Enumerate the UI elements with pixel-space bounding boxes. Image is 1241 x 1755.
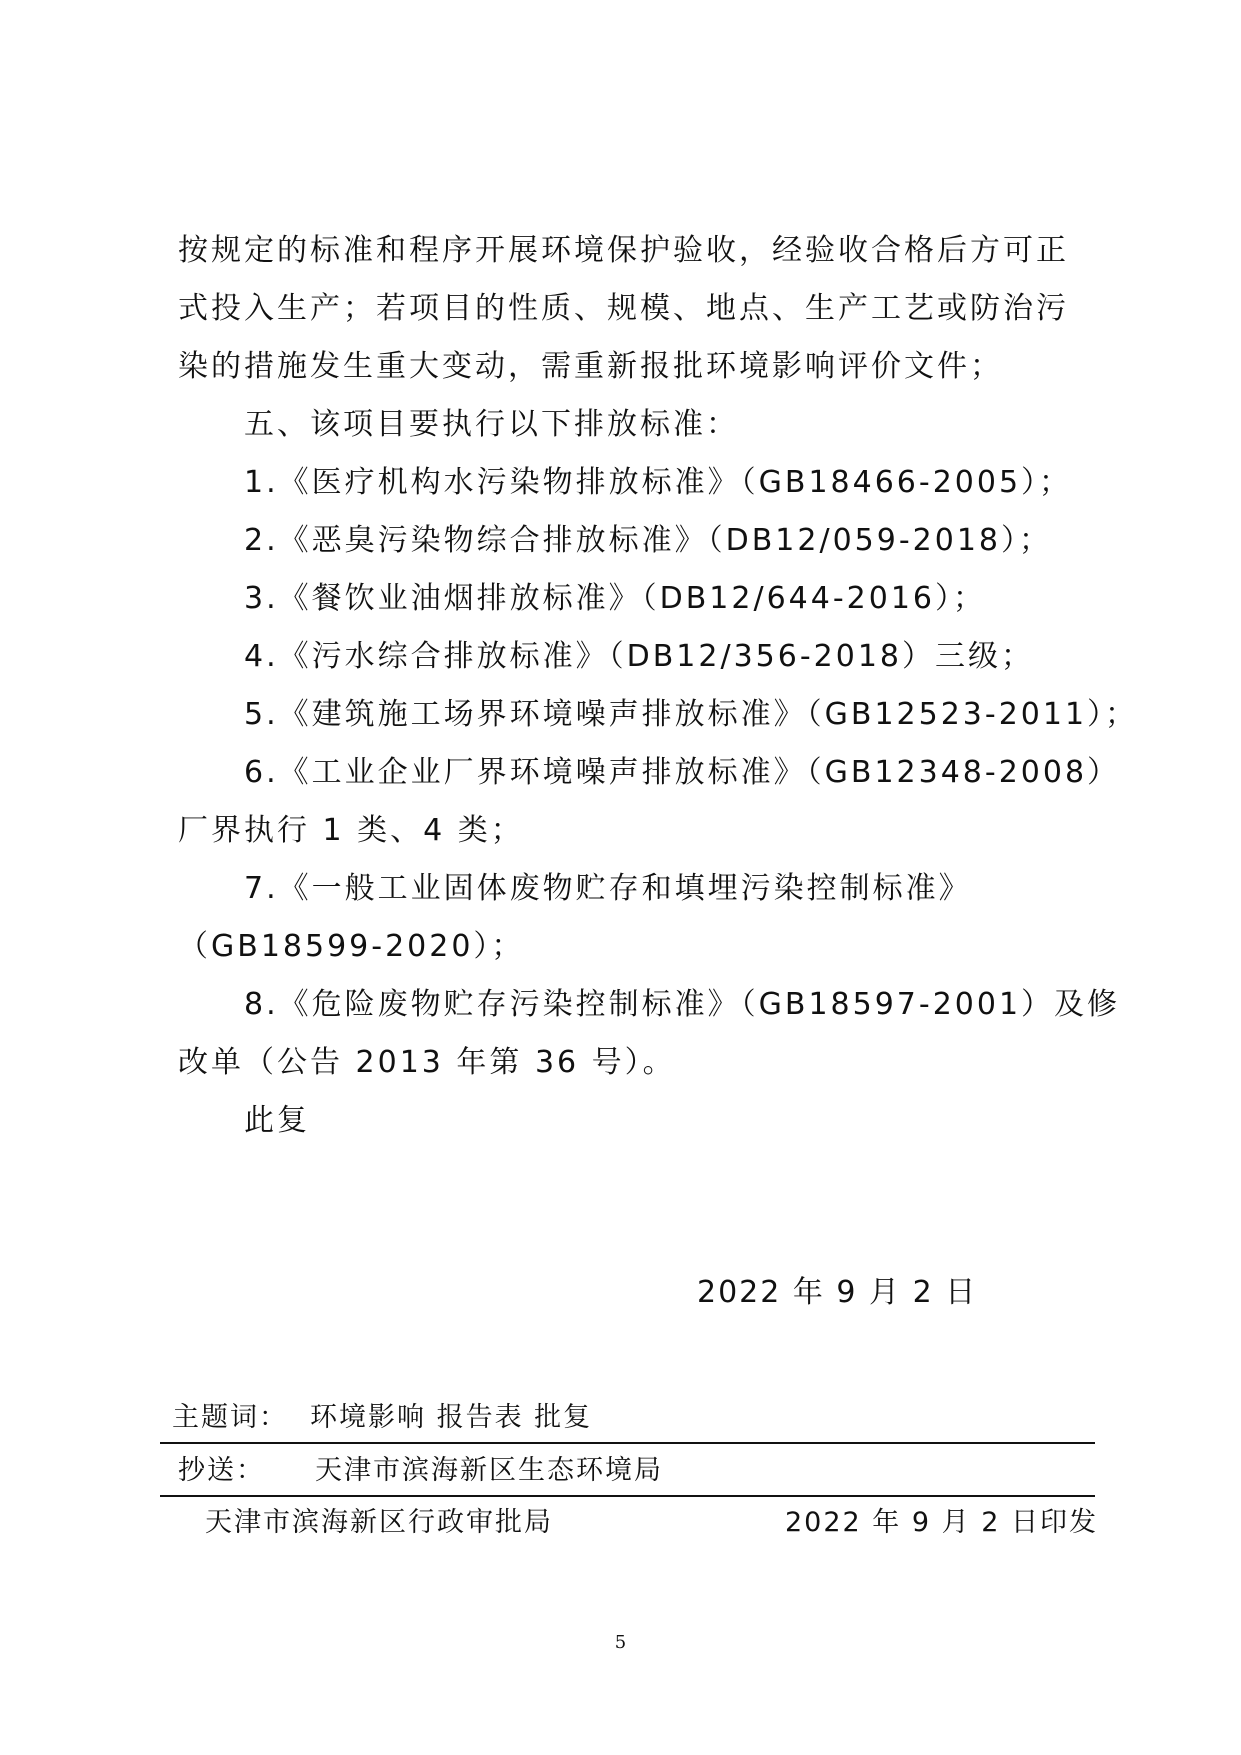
standard-item-6: 6.《工业企业厂界环境噪声排放标准》（GB12348-2008） bbox=[244, 755, 1121, 790]
standard-item-3: 3.《餐饮业油烟排放标准》（DB12/644-2016）； bbox=[244, 581, 987, 616]
divider-top bbox=[160, 1442, 1095, 1444]
subject-label: 主题词： bbox=[172, 1402, 288, 1433]
divider-bottom bbox=[160, 1495, 1095, 1497]
standard-item-7-continued: （GB18599-2020）； bbox=[178, 929, 525, 964]
body-line-3: 染的措施发生重大变动，需重新报批环境影响评价文件； bbox=[178, 349, 1003, 384]
standard-item-8: 8.《危险废物贮存污染控制标准》（GB18597-2001）及修 bbox=[244, 987, 1121, 1022]
subject-terms: 环境影响 报告表 批复 bbox=[310, 1402, 593, 1433]
cc-recipient: 天津市滨海新区生态环境局 bbox=[315, 1455, 663, 1486]
closing-reply: 此复 bbox=[244, 1103, 310, 1138]
standard-item-2: 2.《恶臭污染物综合排放标准》（DB12/059-2018）； bbox=[244, 523, 1053, 558]
issue-date: 2022 年 9 月 2 日印发 bbox=[785, 1507, 1098, 1538]
standard-item-6-continued: 厂界执行 1 类、4 类； bbox=[178, 813, 524, 848]
standard-item-1: 1.《医疗机构水污染物排放标准》（GB18466-2005）； bbox=[244, 465, 1073, 500]
body-line-2: 式投入生产；若项目的性质、规模、地点、生产工艺或防治污 bbox=[178, 291, 1069, 326]
body-line-1: 按规定的标准和程序开展环境保护验收，经验收合格后方可正 bbox=[178, 233, 1069, 268]
standard-item-5: 5.《建筑施工场界环境噪声排放标准》（GB12523-2011）； bbox=[244, 697, 1139, 732]
signature-date: 2022 年 9 月 2 日 bbox=[697, 1275, 978, 1310]
page-number: 5 bbox=[614, 1632, 627, 1653]
issuing-authority: 天津市滨海新区行政审批局 bbox=[205, 1507, 553, 1538]
standard-item-8-continued: 改单（公告 2013 年第 36 号）。 bbox=[178, 1045, 676, 1080]
standard-item-7: 7.《一般工业固体废物贮存和填埋污染控制标准》 bbox=[244, 871, 972, 906]
cc-label: 抄送： bbox=[178, 1455, 265, 1486]
section-five-heading: 五、该项目要执行以下排放标准： bbox=[244, 407, 739, 442]
standard-item-4: 4.《污水综合排放标准》（DB12/356-2018）三级； bbox=[244, 639, 1035, 674]
